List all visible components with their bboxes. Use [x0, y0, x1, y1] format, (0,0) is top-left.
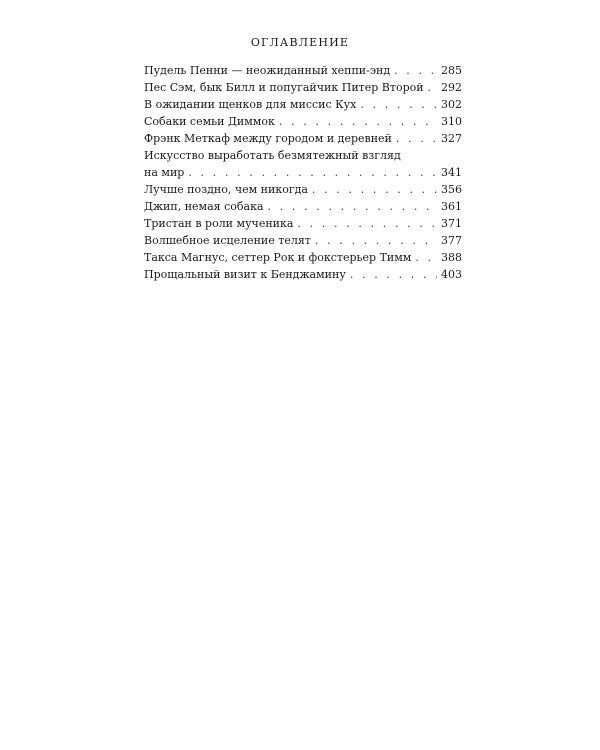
toc-entry: [144, 266, 462, 283]
dot-leader: [279, 113, 437, 130]
toc-entry-title: Пес Сэм, бык Билл и попугайчик Питер Второй: [144, 81, 424, 94]
toc-entry-title-line1: Искусство выработать безмятежный взгляд: [144, 149, 401, 162]
dot-leader: [360, 96, 437, 113]
toc-entry-title: Джип, немая собака: [144, 200, 264, 213]
toc-list: [144, 62, 462, 283]
toc-entry: [144, 62, 462, 79]
toc-entry-page: 285: [441, 64, 462, 77]
toc-entry: [144, 147, 462, 181]
toc-entry-page: 310: [441, 115, 462, 128]
dot-leader: [188, 164, 437, 181]
toc-entry: [144, 181, 462, 198]
toc-entry: [144, 215, 462, 232]
toc-entry-title: Такса Магнус, сеттер Рок и фокстерьер Тимм: [144, 251, 412, 264]
dot-leader: [350, 266, 437, 283]
toc-entry-page: 341: [441, 166, 462, 179]
toc-entry-title: Волшебное исцеление телят: [144, 234, 311, 247]
toc-entry-title: Тристан в роли мученика: [144, 217, 294, 230]
dot-leader: [297, 215, 437, 232]
dot-leader: [396, 130, 437, 147]
toc-entry-title: Фрэнк Меткаф между городом и деревней: [144, 132, 392, 145]
toc-entry-page: 371: [441, 217, 462, 230]
toc-entry-page: 377: [441, 234, 462, 247]
toc-entry-title: Собаки семьи Диммок: [144, 115, 275, 128]
dot-leader: [315, 232, 437, 249]
toc-entry: [144, 79, 462, 96]
dot-leader: [394, 62, 437, 79]
toc-entry: [144, 96, 462, 113]
toc-entry-title: на мир: [144, 166, 185, 179]
toc-entry: [144, 198, 462, 215]
toc-entry-page: 403: [441, 268, 462, 281]
toc-entry-title: В ожидании щенков для миссис Кух: [144, 98, 357, 111]
toc-heading: ОГЛАВЛЕНИЕ: [250, 36, 350, 49]
toc-entry-title: Пудель Пенни — неожиданный хеппи-энд: [144, 64, 391, 77]
toc-entry: [144, 130, 462, 147]
toc-entry: [144, 249, 462, 266]
toc-entry-title: Лучше поздно, чем никогда: [144, 183, 308, 196]
toc-entry-page: 361: [441, 200, 462, 213]
toc-entry-page: 292: [441, 81, 462, 94]
dot-leader: [268, 198, 437, 215]
toc-entry-page: 356: [441, 183, 462, 196]
toc-entry-page: 388: [441, 251, 462, 264]
toc-entry-page: 302: [441, 98, 462, 111]
toc-entry: [144, 232, 462, 249]
dot-leader: [312, 181, 437, 198]
dot-leader: [415, 249, 437, 266]
toc-entry-page: 327: [441, 132, 462, 145]
toc-entry-title: Прощальный визит к Бенджамину: [144, 268, 346, 281]
dot-leader: [428, 79, 437, 96]
toc-entry: [144, 113, 462, 130]
